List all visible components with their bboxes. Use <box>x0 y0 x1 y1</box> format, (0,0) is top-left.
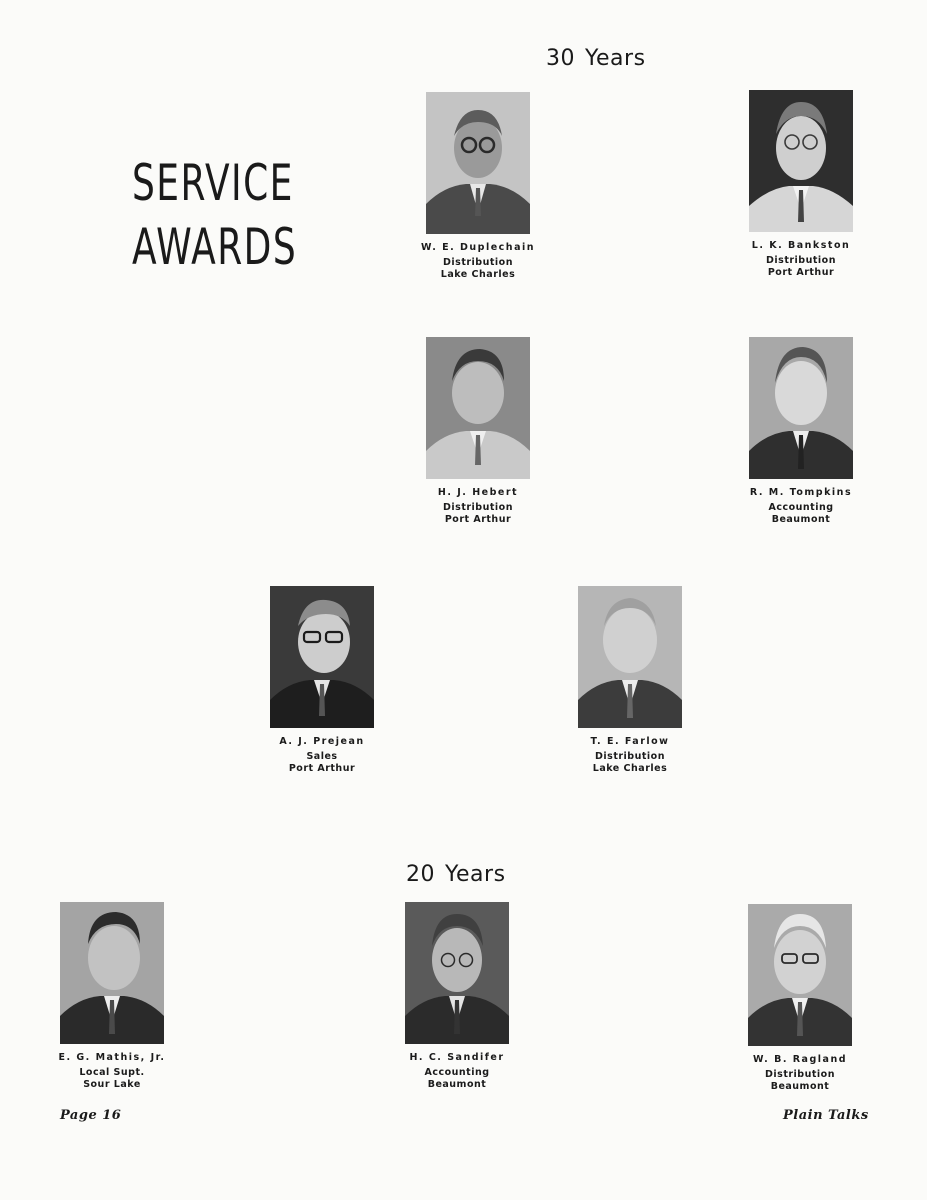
person-department: Sales <box>306 750 338 762</box>
award-card-ragland <box>725 904 875 1094</box>
award-card-tompkins <box>726 337 876 527</box>
person-name: H. C. Sandifer <box>409 1052 505 1063</box>
person-name: R. M. Tompkins <box>749 487 853 498</box>
portrait-photo <box>270 586 374 728</box>
caption <box>37 1052 187 1092</box>
portrait-photo <box>426 92 530 234</box>
section-label: Years <box>445 862 506 887</box>
caption <box>726 487 876 527</box>
portrait-photo <box>748 904 852 1046</box>
award-card-farlow <box>555 586 705 776</box>
caption <box>725 1054 875 1094</box>
award-card-mathis <box>37 902 187 1092</box>
person-name: E. G. Mathis, Jr. <box>58 1052 166 1063</box>
caption <box>382 1052 532 1092</box>
award-card-bankston <box>726 90 876 280</box>
caption <box>555 736 705 776</box>
person-location: Lake Charles <box>592 763 668 774</box>
portrait-silhouette-icon <box>749 90 853 232</box>
portrait-photo <box>405 902 509 1044</box>
award-card-duplechain <box>403 92 553 282</box>
portrait-silhouette-icon <box>748 904 852 1046</box>
caption <box>403 242 553 282</box>
person-location: Beaumont <box>427 1079 487 1090</box>
title-line-1: SERVICE <box>132 154 294 212</box>
section-number: 30 <box>546 46 575 71</box>
person-department: Distribution <box>443 256 513 268</box>
award-card-hebert <box>403 337 553 527</box>
person-department: Local Supt. <box>79 1066 145 1078</box>
portrait-photo <box>426 337 530 479</box>
person-location: Lake Charles <box>440 269 516 280</box>
caption <box>247 736 397 776</box>
person-name: T. E. Farlow <box>590 736 670 747</box>
person-location: Port Arthur <box>444 514 512 525</box>
portrait-photo <box>60 902 164 1044</box>
person-name: L. K. Bankston <box>751 240 851 251</box>
person-department: Distribution <box>766 254 836 266</box>
title-line-2: AWARDS <box>132 218 298 276</box>
section-number: 20 <box>406 862 435 887</box>
portrait-silhouette-icon <box>578 586 682 728</box>
award-card-sandifer <box>382 902 532 1092</box>
person-name: A. J. Prejean <box>279 736 365 747</box>
person-department: Accounting <box>424 1066 490 1078</box>
person-location: Sour Lake <box>83 1079 141 1090</box>
caption <box>403 487 553 527</box>
person-name: W. B. Ragland <box>752 1054 848 1065</box>
person-department: Distribution <box>443 501 513 513</box>
portrait-silhouette-icon <box>270 586 374 728</box>
portrait-silhouette-icon <box>426 92 530 234</box>
portrait-silhouette-icon <box>60 902 164 1044</box>
person-location: Port Arthur <box>288 763 356 774</box>
person-name: W. E. Duplechain <box>421 242 535 253</box>
person-department: Distribution <box>765 1068 835 1080</box>
publication-name: Plain Talks <box>783 1108 869 1123</box>
person-location: Beaumont <box>770 1081 830 1092</box>
portrait-silhouette-icon <box>405 902 509 1044</box>
page-number: Page 16 <box>60 1108 122 1123</box>
portrait-silhouette-icon <box>426 337 530 479</box>
person-department: Accounting <box>768 501 834 513</box>
section-heading-30-years <box>546 46 646 71</box>
person-location: Beaumont <box>771 514 831 525</box>
section-heading-20-years <box>406 862 506 887</box>
award-card-prejean <box>247 586 397 776</box>
page-title <box>132 154 302 286</box>
caption <box>726 240 876 280</box>
person-department: Distribution <box>595 750 665 762</box>
portrait-photo <box>578 586 682 728</box>
portrait-photo <box>749 337 853 479</box>
person-name: H. J. Hebert <box>437 487 519 498</box>
person-location: Port Arthur <box>767 267 835 278</box>
portrait-photo <box>749 90 853 232</box>
portrait-silhouette-icon <box>749 337 853 479</box>
section-label: Years <box>585 46 646 71</box>
